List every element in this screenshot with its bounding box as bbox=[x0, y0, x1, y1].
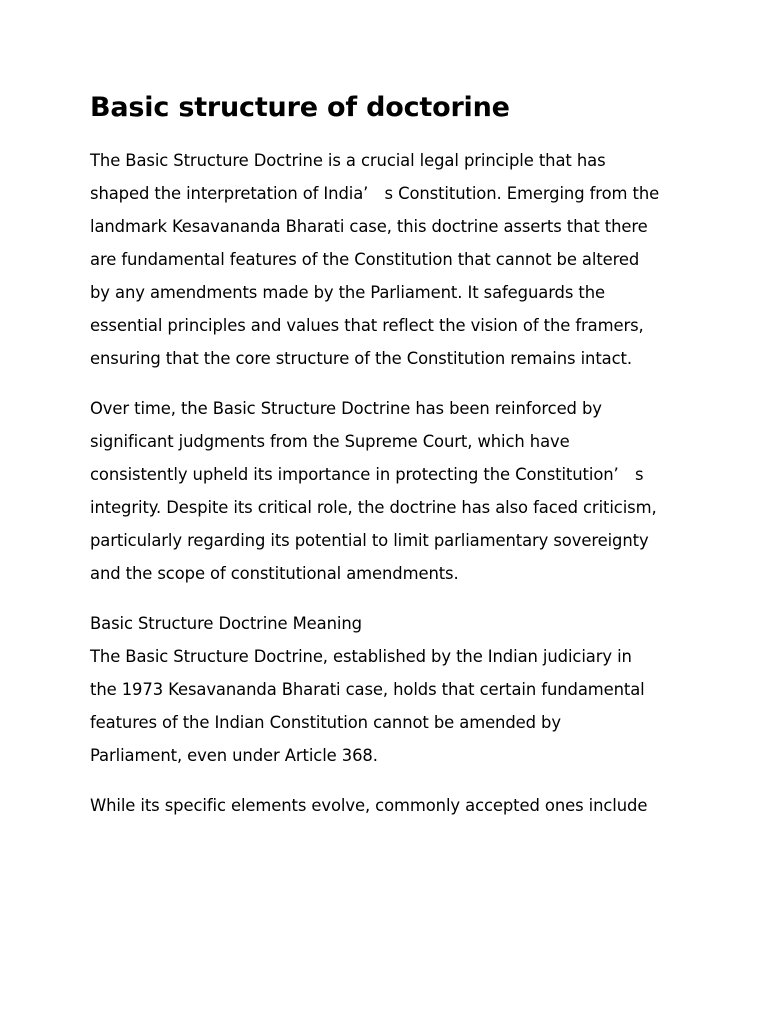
text-line: Basic Structure Doctrine Meaning bbox=[90, 614, 362, 633]
text-line: ensuring that the core structure of the Constitution remains intact. bbox=[90, 349, 632, 368]
paragraph-elements bbox=[90, 789, 647, 822]
text-line: features of the Indian Constitution cannot be amended by bbox=[90, 713, 561, 732]
text-line: The Basic Structure Doctrine is a crucial legal principle that has bbox=[90, 151, 606, 170]
text-line: by any amendments made by the Parliament. It safeguards the bbox=[90, 283, 606, 302]
paragraph-intro bbox=[90, 144, 659, 375]
text-line: integrity. Despite its critical role, the doctrine has also faced criticism, bbox=[90, 498, 657, 517]
text-line: shaped the interpretation of India’ s Constitution. Emerging from the bbox=[90, 184, 660, 203]
text-line: essential principles and values that reflect the vision of the framers, bbox=[90, 316, 644, 335]
text-line: significant judgments from the Supreme Court, which have bbox=[90, 432, 570, 451]
text-line: While its specific elements evolve, commonly accepted ones include bbox=[90, 796, 648, 815]
text-line: Parliament, even under Article 368. bbox=[90, 746, 378, 765]
paragraph-history bbox=[90, 392, 657, 590]
text-line: particularly regarding its potential to limit parliamentary sovereignty bbox=[90, 531, 649, 550]
text-line: the 1973 Kesavananda Bharati case, holds that certain fundamental bbox=[90, 680, 645, 699]
text-line: consistently upheld its importance in protecting the Constitution’ s bbox=[90, 465, 644, 484]
text-line: The Basic Structure Doctrine, established by the Indian judiciary in bbox=[90, 647, 632, 666]
document-title: Basic structure of doctorine bbox=[90, 92, 510, 123]
text-line: landmark Kesavananda Bharati case, this doctrine asserts that there bbox=[90, 217, 648, 236]
paragraph-meaning bbox=[90, 607, 645, 772]
text-line: are fundamental features of the Constitution that cannot be altered bbox=[90, 250, 640, 269]
text-line: and the scope of constitutional amendments. bbox=[90, 564, 459, 583]
text-line: Over time, the Basic Structure Doctrine has been reinforced by bbox=[90, 399, 602, 418]
